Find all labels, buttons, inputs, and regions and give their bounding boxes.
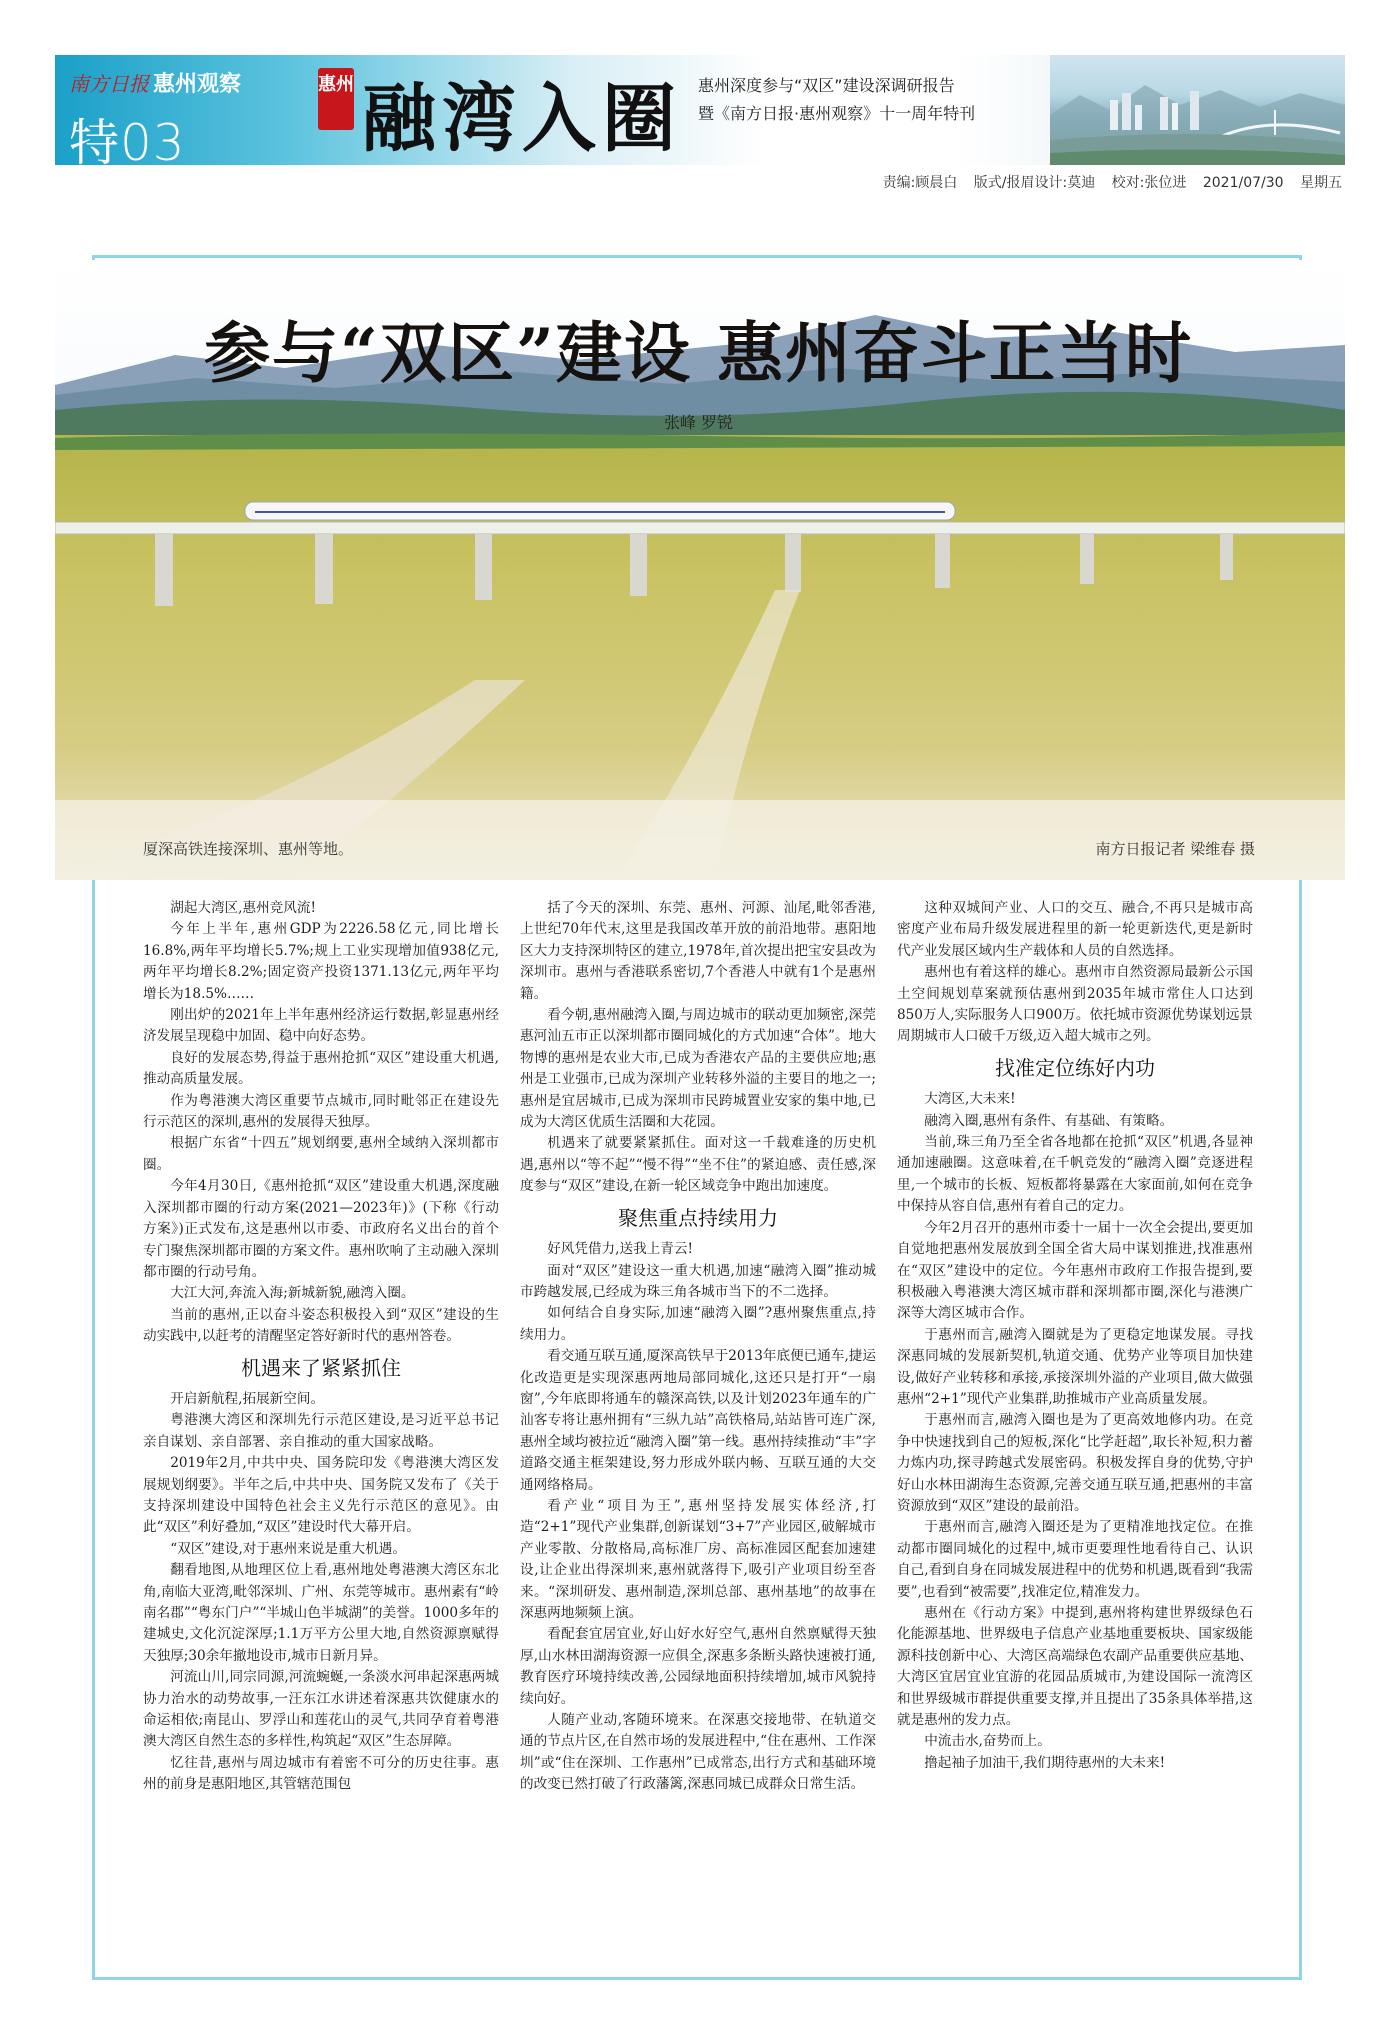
design-credit: 版式/报眉设计:莫迪	[973, 175, 1096, 191]
subtitle-line-1: 惠州深度参与“双区”建设深调研报告	[698, 76, 955, 95]
section-heading-positioning: 找准定位练好内功	[995, 1055, 1155, 1080]
subtitle-line-2: 暨《南方日报·惠州观察》十一周年特刊	[698, 104, 976, 123]
paragraph: 惠州也有着这样的雄心。惠州市自然资源局最新公示国土空间规划草案就预估惠州到2035年城市常住人口达到850万人,实际服务人口900万。依托城市资源优势谋划远景周期城市人口破千万级,迈入超大城市之列。	[897, 964, 1253, 1045]
masthead-subtitle	[698, 72, 975, 128]
paragraph: 今年4月30日,《惠州抢抓“双区”建设重大机遇,深度融入深圳都市圈的行动方案(2021—2023年)》(下称《行动方案》)正式发布,这是惠州以市委、市政府名义出台的首个专门聚焦深圳都市圈的方案文件。惠州吹响了主动融入深圳都市圈的行动号角。	[143, 1178, 499, 1280]
paragraph: 河流山川,同宗同源,河流蜿蜒,一条淡水河串起深惠两城协力治水的动势故事,一汪东江水讲述着深惠共饮健康水的命运相依;南昆山、罗浮山和莲花山的灵气,共同孕育着粤港澳大湾区自然生态的多样性,构筑起“双区”生态屏障。	[143, 1669, 499, 1750]
paragraph: 于惠州而言,融湾入圈还是为了更精准地找定位。在推动都市圈同城化的过程中,城市更要理性地看待自己、认识自己,看到自身在同城发展进程中的优势和机遇,既看到“我需要”,也看到“被需要”,找准定位,精准发力。	[897, 1519, 1253, 1600]
paragraph: 今年2月召开的惠州市委十一届十一次全会提出,要更加自觉地把惠州发展放到全国全省大局中谋划推进,找准惠州在“双区”建设中的定位。今年惠州市政府工作报告提到,要积极融入粤港澳大湾区城市群和深圳都市圈,深化与港澳广深等大湾区城市合作。	[897, 1219, 1253, 1322]
paragraph: 当前,珠三角乃至全省各地都在抢抓“双区”机遇,各显神通加速融圈。这意味着,在千帆竞发的“融湾入圈”竞逐进程里,一个城市的长板、短板都将暴露在大家面前,如何在竞争中保持从容自信,惠州有着自己的定力。	[897, 1134, 1253, 1215]
paper-logo: 南方日报 惠州观察	[69, 72, 242, 97]
photo-credit: 南方日报记者 梁维春 摄	[1095, 840, 1255, 858]
section-heading-focus: 聚焦重点持续用力	[618, 1205, 778, 1230]
paragraph: 忆往昔,惠州与周边城市有着密不可分的历史往事。惠州的前身是惠阳地区,其管辖范围包	[143, 1754, 499, 1793]
paragraph: 面对“双区”建设这一重大机遇,加速“融湾入圈”推动城市跨越发展,已经成为珠三角各城市当下的不二选择。	[520, 1262, 876, 1300]
paragraph: 今年上半年,惠州GDP为2226.58亿元,同比增长16.8%,两年平均增长5.7%;规上工业实现增加值938亿元,两年平均增长8.2%;固定资产投资1371.13亿元,两年平均增长为18.5%……	[143, 921, 499, 1002]
column-2-intro	[520, 898, 876, 1198]
paragraph: 惠州在《行动方案》中提到,惠州将构建世界级绿色石化能源基地、世界级电子信息产业基地重要板块、国家级能源科技创新中心、大湾区高端绿色农副产品重要供应基地、大湾区宜居宜业宜游的花园品质城市,为建设国际一流湾区和世界级城市群提供重要支撑,并且提出了35条具体举措,这就是惠州的发力点。	[897, 1605, 1253, 1729]
editor-credit: 责编:顾晨白	[882, 175, 958, 191]
paragraph: 2019年2月,中共中央、国务院印发《粤港澳大湾区发展规划纲要》。半年之后,中共中央、国务院又发布了《关于支持深圳建设中国特色社会主义先行示范区的意见》。由此“双区”利好叠加,“双区”建设时代大幕开启。	[143, 1455, 499, 1536]
paragraph: “双区”建设,对于惠州来说是重大机遇。	[170, 1540, 406, 1557]
paragraph: 括了今天的深圳、东莞、惠州、河源、汕尾,毗邻香港,上世纪70年代末,这里是我国改革开放的前沿地带。惠阳地区大力支持深圳特区的建立,1978年,首次提出把宝安县改为深圳市。惠州与香港联系密切,7个香港人中就有1个是惠州籍。	[520, 900, 876, 1002]
column-1-section	[143, 1389, 499, 1796]
paragraph: 这种双城间产业、人口的交互、融合,不再只是城市高密度产业布局升级发展进程里的新一轮更新迭代,更是新时代产业发展区域内生产载体和人员的自然选择。	[897, 900, 1253, 959]
masthead-left	[55, 55, 245, 172]
paragraph: 撸起袖子加油干,我们期待惠州的大未来!	[924, 1754, 1166, 1771]
paragraph: 看配套宜居宜业,好山好水好空气,惠州自然禀赋得天独厚,山水林田湖海资源一应俱全,深惠多条断头路快速被打通,教育医疗环境持续改善,公园绿地面积持续增加,城市风貌持续向好。	[520, 1626, 876, 1707]
credits-line	[871, 172, 1342, 192]
article-column-2	[520, 898, 876, 1796]
paragraph: 看产业“项目为王”,惠州坚持发展实体经济,打造“2+1”现代产业集群,创新谋划“3+7”产业园区,破解城市产业零散、分散格局,高标准厂房、高标准园区配套加速建设,让企业出得深圳来,惠州就落得下,吸引产业项目纷至沓来。“深圳研发、惠州制造,深圳总部、惠州基地”的故事在深惠两地频频上演。	[520, 1497, 876, 1621]
issue-weekday: 星期五	[1300, 175, 1342, 191]
paragraph: 机遇来了就要紧紧抓住。面对这一千载难逢的历史机遇,惠州以“等不起”“慢不得”“坐不住”的紧迫感、责任感,深度参与“双区”建设,在新一轮区域竞争中跑出加速度。	[520, 1135, 876, 1195]
paragraph: 于惠州而言,融湾入圈就是为了更稳定地谋发展。寻找深惠同城的发展新契机,轨道交通、优势产业等项目加快建设,做好产业转移和承接,承接深圳外溢的产业项目,做大做强惠州“2+1”现代产业集群,助推城市产业高质量发展。	[897, 1326, 1253, 1407]
paragraph: 如何结合自身实际,加速“融湾入圈”?惠州聚焦重点,持续用力。	[520, 1305, 876, 1343]
proof-credit: 校对:张位进	[1111, 175, 1187, 191]
paragraph: 大江大河,奔流入海;新城新貌,融湾入圈。	[170, 1285, 415, 1302]
column-title: 融湾入圈	[362, 76, 682, 162]
paragraph: 当前的惠州,正以奋斗姿态积极投入到“双区”建设的生动实践中,以赶考的清醒坚定答好新时代的惠州答卷。	[143, 1306, 499, 1345]
seal-stamp: 惠州	[318, 68, 354, 130]
page-label: 特03	[69, 114, 186, 172]
city-skyline-photo	[1050, 55, 1345, 165]
article-byline: 张峰 罗锐	[663, 413, 734, 432]
paragraph: 于惠州而言,融湾入圈也是为了更高效地修内功。在竞争中快速找到自己的短板,深化“比学赶超”,取长补短,积力蓄力炼内功,探寻跨越式发展密码。积极发挥自身的优势,守护好山水林田湖海生态资源,完善交通互联互通,把惠州的丰富资源放到“双区”建设的最前沿。	[897, 1412, 1253, 1514]
section-heading-opportunity: 机遇来了紧紧抓住	[241, 1355, 401, 1380]
paragraph: 作为粤港澳大湾区重要节点城市,同时毗邻正在建设先行示范区的深圳,惠州的发展得天独厚。	[143, 1092, 499, 1131]
paragraph: 开启新航程,拓展新空间。	[170, 1390, 325, 1407]
paragraph: 刚出炉的2021年上半年惠州经济运行数据,彰显惠州经济发展呈现稳中加固、稳中向好态势。	[143, 1007, 499, 1045]
paragraph: 根据广东省“十四五”规划纲要,惠州全域纳入深圳都市圈。	[143, 1135, 499, 1173]
column-3-intro	[897, 898, 1253, 1048]
article-column-3	[897, 898, 1253, 1774]
column-3-section	[897, 1089, 1253, 1774]
paragraph: 良好的发展态势,得益于惠州抢抓“双区”建设重大机遇,推动高质量发展。	[143, 1049, 499, 1088]
article-column-1	[143, 898, 499, 1796]
paragraph: 看交通互联互通,厦深高铁早于2013年底便已通车,捷运化改造更是实现深惠两地局部同城化,这还只是打开“一扇窗”,今年底即将通车的赣深高铁,以及计划2023年通车的广汕客专将让惠州拥有“三纵九站”高铁格局,站站皆可连广深,惠州全域均被拉近“融湾入圈”第一线。惠州持续推动“丰”字道路交通主框架建设,努力形成外联内畅、互联互通的大交通网络格局。	[520, 1348, 876, 1493]
paragraph: 人随产业动,客随环境来。在深惠交接地带、在轨道交通的节点片区,在自然市场的发展进程中,“住在惠州、工作深圳”或“住在深圳、工作惠州”已成常态,出行方式和基础环境的改变已然打破了行政藩篱,深惠同城已成群众日常生活。	[520, 1712, 876, 1793]
column-2-section	[520, 1239, 876, 1796]
paragraph: 好风凭借力,送我上青云!	[547, 1241, 693, 1258]
paragraph: 融湾入圈,惠州有条件、有基础、有策略。	[924, 1112, 1174, 1129]
paragraph: 大湾区,大未来!	[924, 1091, 1016, 1108]
issue-date: 2021/07/30	[1202, 175, 1284, 191]
paragraph: 湖起大湾区,惠州竞风流!	[170, 900, 316, 916]
paragraph: 中流击水,奋势而上。	[924, 1733, 1051, 1750]
paragraph: 翻看地图,从地理区位上看,惠州地处粤港澳大湾区东北角,南临大亚湾,毗邻深圳、广州、东莞等城市。惠州素有“岭南名郡”“粤东门户”“半城山色半城湖”的美誉。1000多年的建城史,文化沉淀深厚;1.1万平方公里大地,自然资源禀赋得天独厚;30余年撤地设市,城市日新月异。	[143, 1562, 499, 1664]
column-1-intro	[143, 898, 499, 1348]
photo-caption: 厦深高铁连接深圳、惠州等地。	[143, 840, 354, 858]
article-headline: 参与“双区”建设 惠州奋斗正当时	[204, 314, 1193, 392]
paragraph: 粤港澳大湾区和深圳先行示范区建设,是习近平总书记亲自谋划、亲自部署、亲自推动的重大国家战略。	[143, 1412, 499, 1450]
paragraph: 看今朝,惠州融湾入圈,与周边城市的联动更加频密,深莞惠河汕五市正以深圳都市圈同城化的方式加速“合体”。地大物博的惠州是农业大市,已成为香港农产品的主要供应地;惠州是工业强市,已成为深圳产业转移外溢的主要目的地之一;惠州是宜居城市,已成为深圳市民跨城置业安家的集中地,已成为大湾区优质生活圈和大花园。	[520, 1007, 876, 1131]
section-name: 惠州观察	[153, 72, 242, 97]
